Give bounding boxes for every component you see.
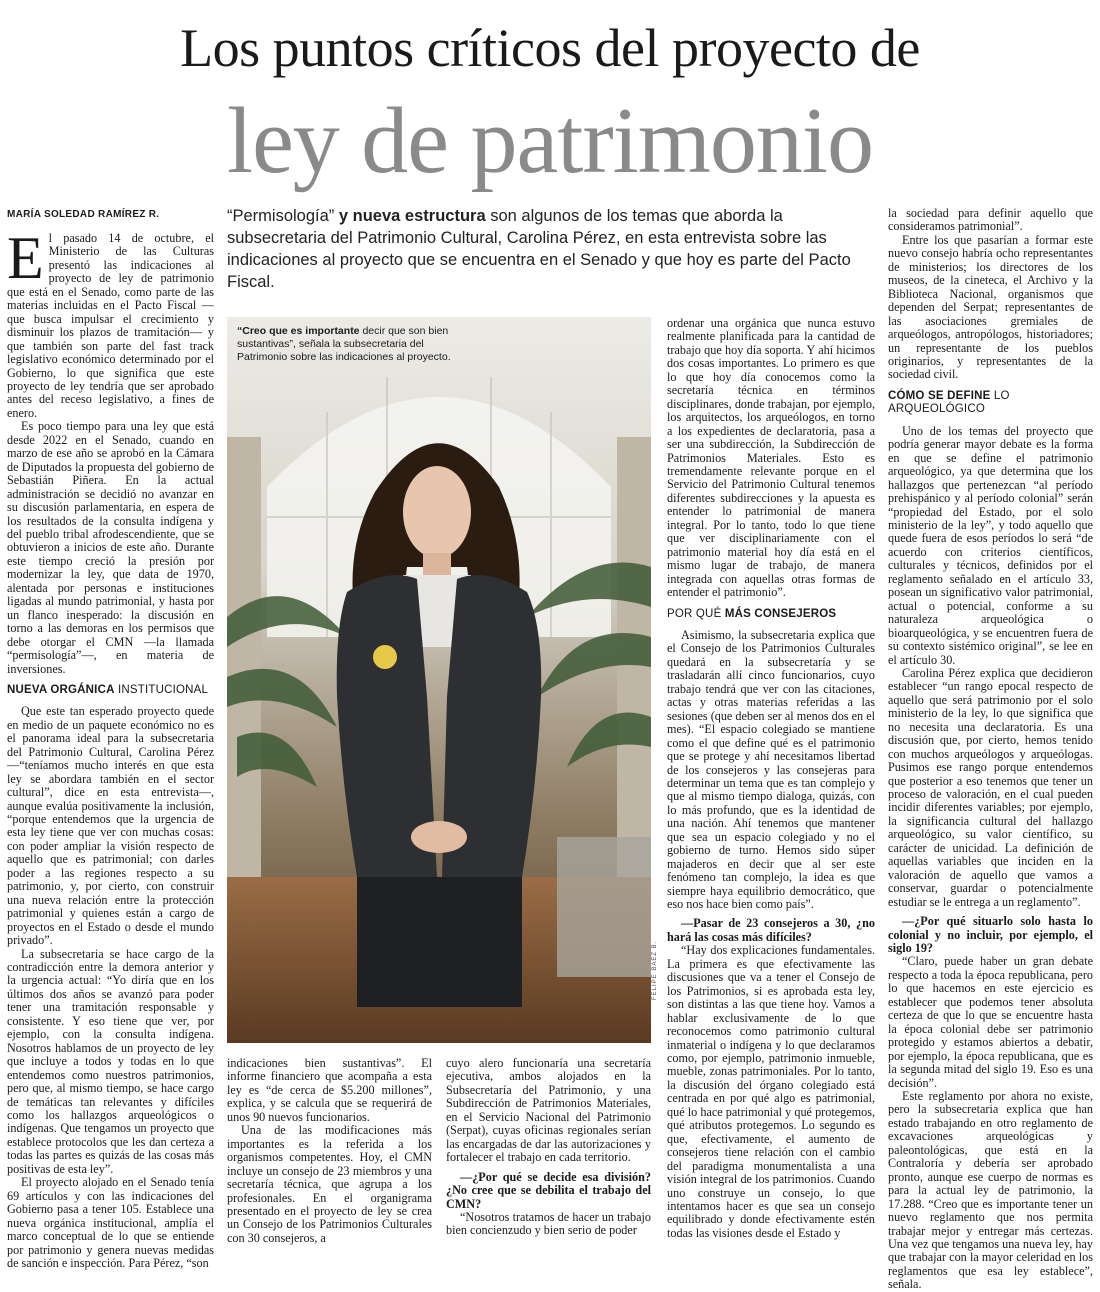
col5-paragraph-6: Este reglamento por ahora no existe, pero la subsecretaria explica que han estado trabajando en otro reglamento de excavaciones arqueológicas y paleontológicas, que está en la Contraloría y debería ser aprobado pronto, aunque ese cuerpo de normas es para la actual ley de patrimonio, la 17.288. “Creo que es importante tener un nuevo reglamento que nos permita trabajar mejor y entregar más certezas. Una vez que tengamos una nueva ley, hay que trabajar con la mayor celeridad en los reglamentos que esa ley establece”, señala. bbox=[888, 1089, 1093, 1292]
deck-bold-2: y nueva estructura bbox=[338, 207, 486, 225]
col2-paragraph-2: Una de las modificaciones más importantes es la referida a los organismos competentes. Hoy, el CMN incluye un consejo de 23 miembros y una secretaría técnica, que agrupa a los profesionales. En el organigrama presentado en el proyecto de ley se crea un Consejo de los Patrimonios Culturales con 30 consejeros, a bbox=[227, 1123, 432, 1245]
byline: MARÍA SOLEDAD RAMÍREZ R. bbox=[7, 209, 160, 220]
col4-paragraph-1: ordenar una orgánica que nunca estuvo realmente planificada para la cantidad de trabajo que hoy día soporta. Y ahí hicimos dos cosas importantes. Lo primero es que lo que hoy día conocemos como la secretaría técnica en términos disciplinares, donde trabajan, por ejemplo, los arquitectos, los arqueólogos, en torno a los expedientes de declaratoria, pasa a ser una subdirección, la Subdirección de Patrimonios Materiales. Esto es tremendamente relevante porque en el Servicio del Patrimonio Cultural tenemos diferentes subdirecciones y la apuesta es entender lo patrimonial de manera integral. Por lo tanto, todo lo que tiene que ver disciplinariamente con el patrimonio material hoy día está en el mismo lugar de trabajo, de manera integrada con aquellas otras formas de entender el patrimonio”. bbox=[667, 316, 875, 600]
column-5 bbox=[888, 206, 1093, 1292]
portrait-illustration bbox=[227, 317, 651, 1043]
caption-bold: “Creo que es importante bbox=[237, 325, 360, 337]
col3-paragraph-2: “Nosotros tratamos de hacer un trabajo bien concienzudo y bien serio de poder bbox=[446, 1209, 651, 1238]
column-3-bottom bbox=[446, 1056, 651, 1238]
subhead-nueva-organica bbox=[7, 684, 214, 697]
caption-text: decir que son bien sustantivas”, señala la subsecretaria del Patrimonio sobre las indicaciones al proyecto. bbox=[237, 325, 451, 363]
col2-paragraph-1: indicaciones bien sustantivas”. El informe financiero que acompaña a esta ley es “de cerca de $5.200 millones”, explica, y se calcula que se requerirá de unos 90 nuevos funcionarios. bbox=[227, 1056, 432, 1124]
col4-paragraph-3: “Hay dos explicaciones fundamentales. La primera es que efectivamente las discusiones que va a tener el Consejo de los Patrimonios, si es aprobada esta ley, son distintas a las que tiene hoy. Vamos a hablar exclusivamente de lo que reconocemos como patrimonio cultural inmaterial o indígena y lo que declaramos como, por ejemplo, patrimonio inmueble, mueble, zonas patrimoniales. Por lo tanto, la discusión del órgano colegiado está centrada en por qué algo es patrimonial, qué lo hace patrimonial y qué protegemos, qué atributos protegemos. Lo segundo es que, efectivamente, el aumento de consejeros tiene relación con el cambio del paradigma monumentalista a una visión integral de los patrimonios. Cuando uno construye un consejo, lo que intentamos hacer es que sea un consejo equilibrado y donde efectivamente estén todas las visiones desde el Estado y bbox=[667, 943, 875, 1240]
subhead-bold: MÁS CONSEJEROS bbox=[724, 607, 837, 620]
column-1 bbox=[7, 225, 214, 1270]
headline-line-1: Los puntos críticos del proyecto de bbox=[180, 18, 920, 78]
subhead-rest: POR QUÉ bbox=[667, 607, 725, 620]
subhead-como-se-define bbox=[888, 390, 1093, 417]
drop-cap: E bbox=[7, 225, 44, 291]
col1-paragraph-4: La subsecretaria se hace cargo de la contradicción entre la demora anterior y la urgencia actual: “Yo diría que en los últimos dos años se avanzó para poder tener una tramitación responsable y consistente. Y eso tiene que ver, por ejemplo, con la consulta indígena. Nosotros hablamos de un proyecto de ley que incluye a todos y todas en lo que entendemos como nuestros patrimonios, pero que, al mismo tiempo, se hace cargo de temáticas tan relevantes y difíciles como los hallazgos arqueológicos o indígenas. Que tengamos un proyecto que establece protocolos que les dan certeza a todas las partes es quizás de las cosas más positivas de esta ley”. bbox=[7, 946, 214, 1176]
col5-question-1: —¿Por qué situarlo solo hasta lo colonial y no incluir, por ejemplo, el siglo 19? bbox=[888, 914, 1093, 956]
subhead-bold: NUEVA ORGÁNICA bbox=[7, 683, 115, 696]
deck bbox=[227, 205, 867, 293]
col1-paragraph-2: Es poco tiempo para una ley que está desde 2022 en el Senado, cuando en marzo de ese año se aprobó en la Cámara de Diputados la propuesta del gobierno de Sebastián Piñera. En la actual administración se decidió no avanzar en su discusión parlamentaria, en espera de los resultados de la consulta indígena y del pueblo tribal afrodescendiente, que se obtuvieron a inicios de este año. Durante este tiempo creció la presión por modernizar la ley, que data de 1970, alentada por personas e instituciones ligadas al mundo patrimonial, y hasta por un flanco inesperado: la discusión en torno a las demoras en los permisos que debe otorgar el CMN —la llamada “permisología”—, en materia de inversiones. bbox=[7, 419, 214, 676]
col1-paragraph-3: Que este tan esperado proyecto quede en medio de un paquete económico no es el panorama ideal para la subsecretaria del Patrimonio Cultural, Carolina Pérez —“teníamos mucho interés en que esta ley se abordara también en el sector cultural”, dice en esta entrevista—, aunque evalúa positivamente la inclusión, “porque entendemos que la urgencia de esta ley tiene que ver con muchas cosas: con poder ampliar la visión respecto de aquello que es patrimonial; con darles poder a las regiones respecto a su patrimonio, y, por cierto, con construir una nueva relación entre la protección patrimonial y quienes están a cargo de proyectos en el Estado o desde el mundo privado”. bbox=[7, 704, 214, 948]
subhead-rest: INSTITUCIONAL bbox=[114, 683, 209, 696]
subhead-bold: CÓMO SE DEFINE bbox=[888, 389, 991, 402]
col1-paragraph-5: El proyecto alojado en el Senado tenía 69 artículos y con las indicaciones del Gobierno pasa a tener 105. Establece una nueva orgánica institucional, amplía el marco conceptual de lo que se entiende por patrimonio y genera nuevas medidas de sanción e inspección. Para Pérez, “son bbox=[7, 1175, 214, 1270]
subhead-mas-consejeros bbox=[667, 608, 875, 621]
col1-paragraph-1: l pasado 14 de octubre, el Ministerio de las Culturas presentó las indicaciones al proyecto de ley de patrimonio que está en el Senado, como parte de las materias incluidas en el Pacto Fiscal —que busca impulsar el crecimiento y disminuir los plazos de tramitación— y que también son parte del fast track legislativo económico determinado por el Gobierno, lo que significa que este proyecto de ley tendría que ser aprobado antes del receso legislativo, a fines de enero. bbox=[7, 231, 214, 420]
col5-paragraph-3: Uno de los temas del proyecto que podría generar mayor debate es la forma en que se define el patrimonio arqueológico, ya que determina que los hallazgos que pertenezcan “al período prehispánico y al período colonial” serán “propiedad del Estado, por el solo ministerio de la ley”, y todo aquello que quede fuera de esos períodos lo será “de acuerdo con criterios científicos, culturales y técnicos, definidos por el reglamento señalado en el artículo 33, posean un significativo valor patrimonial, actual o potencial, conforme a su naturaleza arqueológica o bioarqueológica, y se encuentren fuera de su contexto sistémico original”, se lee en el artículo 30. bbox=[888, 423, 1093, 667]
col4-paragraph-2: Asimismo, la subsecretaria explica que el Consejo de los Patrimonios Culturales quedará en la subsecretaría y se trasladarán allí cinco funcionarios, cuyo trabajo tendrá que ver con las citaciones, actas y otras materias referidas a las sesiones (que deben ser al menos dos en el mes). “El espacio colegiado se mantiene como el que define qué es el patrimonio que se protege y ahí necesitamos libertad de los consejeros y las consejeras para determinar un tema que es tan complejo y que al mismo tiempo dialoga, quizás, con lo más profundo, que es la identidad de una nación. Ahí tenemos que mantener que sea un espacio colegiado y no el gobierno de turno. Hemos sido súper majaderos en decir que al ser este fenómeno tan complejo, la idea es que siempre haya equilibrio democrático, que eso nos hace bien como país”. bbox=[667, 627, 875, 912]
headline-line-2: ley de patrimonio bbox=[226, 89, 874, 193]
photo-caption bbox=[237, 325, 467, 364]
col5-paragraph-5: “Claro, puede haber un gran debate respecto a toda la época republicana, pero lo que hacemos en este ejercicio es establecer que podemos tener absoluta certeza de que lo que se encuentre hasta la época colonial debe ser patrimonio protegido y estamos abiertos a debatir, por ejemplo, la época republicana, que es la segunda mitad del siglo 19. Eso es una decisión”. bbox=[888, 954, 1093, 1090]
photo-credit: FELIPE BAEZ B. bbox=[652, 940, 658, 1000]
column-2-bottom bbox=[227, 1056, 432, 1245]
deck-text: son algunos de los temas que aborda la subsecretaria del Patrimonio Cultural, Carolina Pérez, en esta entrevista sobre las indicaciones al proyecto que se encuentra en el Senado y que hoy es parte del Pacto Fiscal. bbox=[227, 207, 851, 291]
col3-paragraph-1: cuyo alero funcionaría una secretaría ejecutiva, ambos alojados en la Subsecretaría del Patrimonio, y una Subdirección de Patrimonios Materiales, en el Servicio Nacional del Patrimonio (Serpat), cuyas oficinas regionales serían las encargadas de dar las autorizaciones y fortalecer el trabajo en cada territorio. bbox=[446, 1056, 651, 1165]
col5-paragraph-2: Entre los que pasarían a formar este nuevo consejo habría ocho representantes de ministerios; los directores de los museos, de la cineteca, el Archivo y la Biblioteca Nacional, organismos que dependen del Serpat; representantes de las asociaciones gremiales de arqueólogos, antropólogos, historiadores; un representante de los pueblos originarios, y representantes de la sociedad civil. bbox=[888, 232, 1093, 382]
col5-paragraph-1: la sociedad para definir aquello que consideramos patrimonial”. bbox=[888, 206, 1093, 234]
portrait-photo bbox=[227, 317, 651, 1043]
deck-bold-1: “Permisología” bbox=[227, 207, 335, 225]
subhead-rest: LO ARQUEOLÓGICO bbox=[888, 389, 1010, 416]
col5-paragraph-4: Carolina Pérez explica que decidieron establecer “un rango epocal respecto de aquello que será patrimonio por el solo ministerio de la ley, lo que significa que no necesita una declaratoria. Es una discusión que, por cierto, hemos tenido con muchos arqueólogos y arqueólogas. Pusimos ese rango porque entendemos que posterior a eso tenemos que tener un proceso de valoración, en el cual pueden incidir diferentes variables; por ejemplo, la significancia cultural del hallazgo arqueológico, su valor científico, su carácter de unicidad. La definición de aquellas variables que inciden en la valoración de aquello que vamos a conservar, guardar o potencialmente estudiar se le entrega a un reglamento”. bbox=[888, 665, 1093, 909]
col4-question-1: —Pasar de 23 consejeros a 30, ¿no hará las cosas más difíciles? bbox=[667, 916, 875, 944]
col3-question-1: —¿Por qué se decide esa división? ¿No cree que se debilita el trabajo del CMN? bbox=[446, 1169, 651, 1211]
column-4 bbox=[667, 316, 875, 1240]
